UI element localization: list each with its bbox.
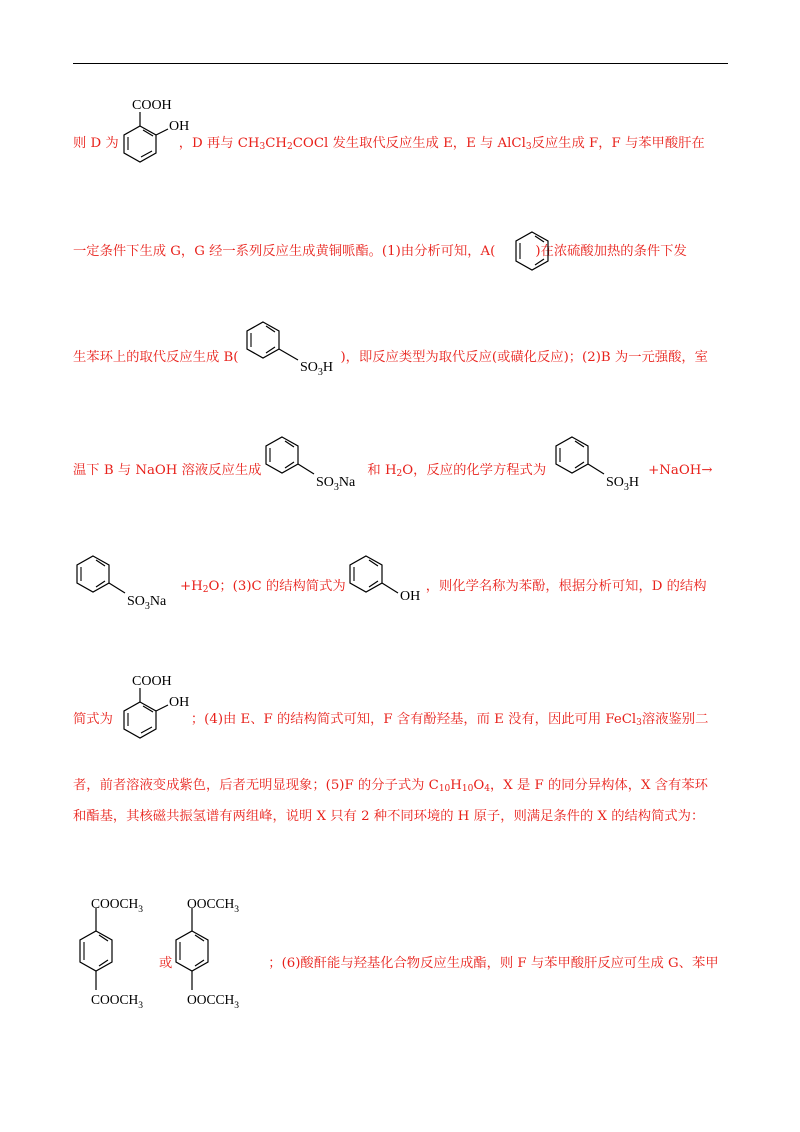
benzenesulfonic-acid-structure: [243, 319, 353, 381]
phenol-oh-label: OH: [400, 589, 421, 604]
text-line-3: 生苯环上的取代反应生成 B( )，即反应类型为取代反应(或磺化反应)；(2)B 为一元强酸，室: [73, 350, 708, 365]
svg-text:SO3Na: $SO_3Na$: [127, 594, 167, 612]
oocch3-top-label: OOCCH: [187, 896, 235, 911]
cooch3-bottom-label: COOCH: [91, 992, 139, 1007]
cooh-label: COOH: [132, 98, 172, 113]
oocch3-bottom-label: OOCCH: [187, 992, 235, 1007]
salicylic-acid-structure-2: [118, 668, 198, 750]
dimethyl-terephthalate-structure: [76, 893, 166, 1013]
svg-text:SO3Na: $SO_3Na$: [316, 475, 356, 493]
so3na-product-label: SO: [127, 594, 145, 609]
svg-text:SO3H: $SO_3H$: [606, 475, 640, 493]
text-line-4: 温下 B 与 NaOH 溶液反应生成 和 $H_2O$，反应的化学方程式为 +NaOH→: [73, 463, 713, 479]
oh-label: OH: [169, 119, 190, 134]
cooh-label-2: COOH: [132, 674, 172, 689]
text-line-2: 一定条件下生成 G，G 经一系列反应生成黄铜哌酯。(1)由分析可知，A( )在浓硫酸加热的条件下发: [73, 244, 687, 259]
benzenesulfonic-acid-equation-structure: [552, 434, 662, 496]
text-line-6: 简式为 ；(4)由 E、F 的结构简式可知，F 含有酚羟基，而 E 没有，因此可用 FeCl$_3$溶液鉴别二: [73, 712, 709, 728]
svg-text:OOCCH3: $OOCCH_3$: [187, 896, 240, 915]
svg-text:COOCH3: $COOCH_3$: [91, 896, 144, 915]
text-line-8: 和酯基，其核磁共振氢谱有两组峰，说明 X 只有 2 种不同环境的 H 原子，则满足条件的 X 的结构简式为：: [73, 809, 705, 824]
svg-text:SO3H: $SO_3H$: [300, 360, 334, 378]
cooch3-top-label: COOCH: [91, 896, 139, 911]
benzene-structure: [512, 229, 552, 273]
text-line-1: 则 D 为 ，D 再与 $CH_3CH_2COCl$ 发生取代反应生成 E，E 与 AlCl$_3$反应生成 F，F 与苯甲酸肝在: [73, 136, 705, 152]
so3h-group-label: SO: [606, 475, 624, 490]
so3na-group-label: SO: [316, 475, 334, 490]
phenol-structure: [346, 553, 430, 605]
so3-group-label: SO: [300, 360, 318, 375]
svg-text:COOCH3: $COOCH_3$: [91, 992, 144, 1011]
header-rule: [73, 63, 728, 64]
text-line-9: 或 ；(6)酸酐能与羟基化合物反应生成酯，则 F 与苯甲酸肝反应可生成 G、苯甲: [159, 956, 719, 971]
text-line-5: $+H_2O$；(3)C 的结构简式为 ，则化学名称为苯酚，根据分析可知，D 的结构: [180, 579, 707, 595]
text-line-7: 者，前者溶液变成紫色，后者无明显现象；(5)F 的分子式为 $C_{10}H_{10}O_4$，X 是 F 的同分异构体，X 含有苯环: [73, 778, 708, 794]
oh-label-2: OH: [169, 695, 190, 710]
hydroquinone-diacetate-structure: [172, 893, 264, 1013]
salicylic-acid-structure: [118, 92, 198, 174]
svg-text:OOCCH3: $OOCCH_3$: [187, 992, 240, 1011]
sodium-benzenesulfonate-product-structure: [73, 553, 185, 615]
sodium-benzenesulfonate-structure: [262, 434, 372, 496]
